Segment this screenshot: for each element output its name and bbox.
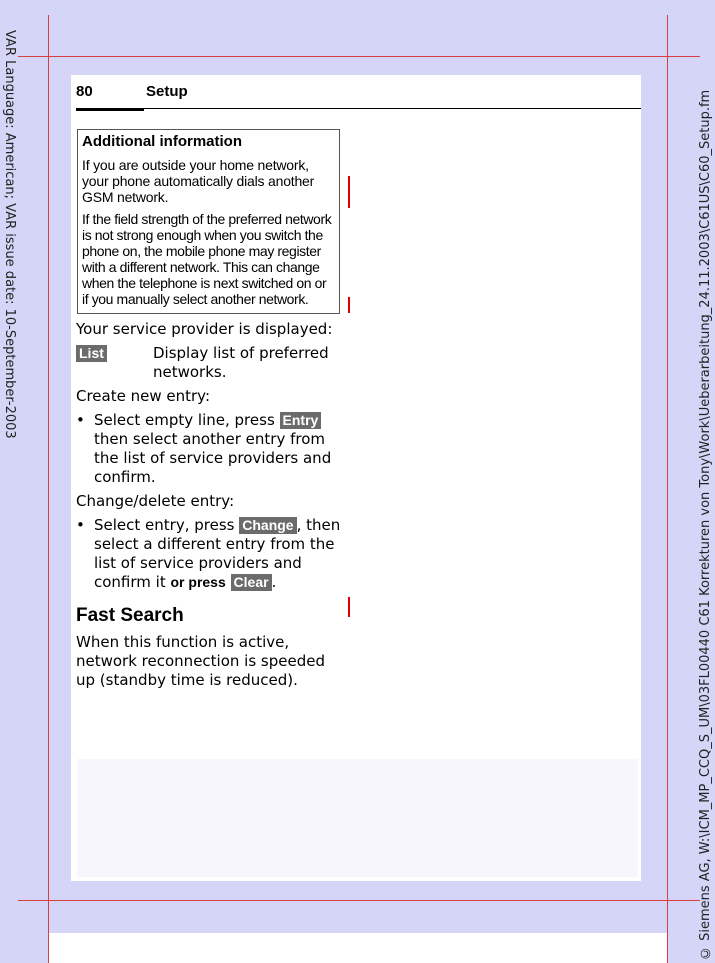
- list-description: Display list of preferred networks.: [153, 344, 329, 381]
- list-definition: [76, 344, 346, 382]
- crop-line-bottom: [18, 900, 700, 901]
- margin-left-text: VAR Language: American; VAR issue date: 10-September-2003: [2, 30, 17, 439]
- change-bar: [348, 297, 350, 313]
- document-page: [71, 75, 641, 881]
- infobox-para-1: If you are outside your home network, your phone automatically dials another GSM network.: [82, 157, 315, 205]
- footer-area: [77, 759, 638, 877]
- list-item: [76, 516, 346, 592]
- change-text-pre: Select entry, press: [94, 516, 235, 534]
- list-item: [76, 411, 346, 487]
- create-text-post: then select another entry from the list of service providers and confirm.: [94, 430, 332, 486]
- crop-line-right: [667, 15, 668, 963]
- change-softkey: Change: [239, 517, 296, 534]
- fast-search-heading: Fast Search: [76, 605, 184, 626]
- or-press-text: or press: [170, 574, 226, 590]
- infobox-title: Additional information: [82, 133, 242, 150]
- change-bar: [348, 176, 350, 208]
- list-softkey: List: [76, 345, 107, 362]
- header-rule: [144, 108, 641, 109]
- page-title: Setup: [146, 83, 188, 100]
- period: .: [271, 573, 277, 591]
- create-text-pre: Select empty line, press: [94, 411, 275, 429]
- infobox-para-2: If the field strength of the preferred network is not strong enough when you switch the phone on, the mobile phone may register with a different network. This can change when the telephone is next switched on or if you manually select another network.: [82, 211, 332, 307]
- clear-softkey: Clear: [231, 574, 272, 591]
- bullet-symbol: •: [76, 411, 85, 429]
- crop-line-top: [18, 56, 700, 57]
- create-heading: Create new entry:: [76, 387, 211, 405]
- fast-search-text: When this function is active, network reconnection is speeded up (standby time is reduced).: [76, 633, 325, 689]
- provider-line: Your service provider is displayed:: [76, 320, 333, 338]
- change-bar: [348, 597, 350, 617]
- change-heading: Change/delete entry:: [76, 492, 235, 510]
- page-number: 80: [76, 83, 144, 111]
- additional-info-box: [77, 129, 340, 314]
- change-text-mid: , then select a different entry from the list of service providers and confirm it: [94, 516, 341, 591]
- main-content: [76, 320, 346, 695]
- entry-softkey: Entry: [280, 412, 322, 429]
- margin-right-text: © Siemens AG, W:\ICM_MP_CCQ_S_UM\03FL00440 C61 Korrekturen von Tony\Work\Ueberarbeitung_24.11.2003\C61US\C60_Setup.fm: [698, 89, 713, 960]
- crop-line-left: [48, 15, 49, 963]
- next-page-edge: [49, 933, 667, 963]
- bullet-symbol: •: [76, 516, 85, 534]
